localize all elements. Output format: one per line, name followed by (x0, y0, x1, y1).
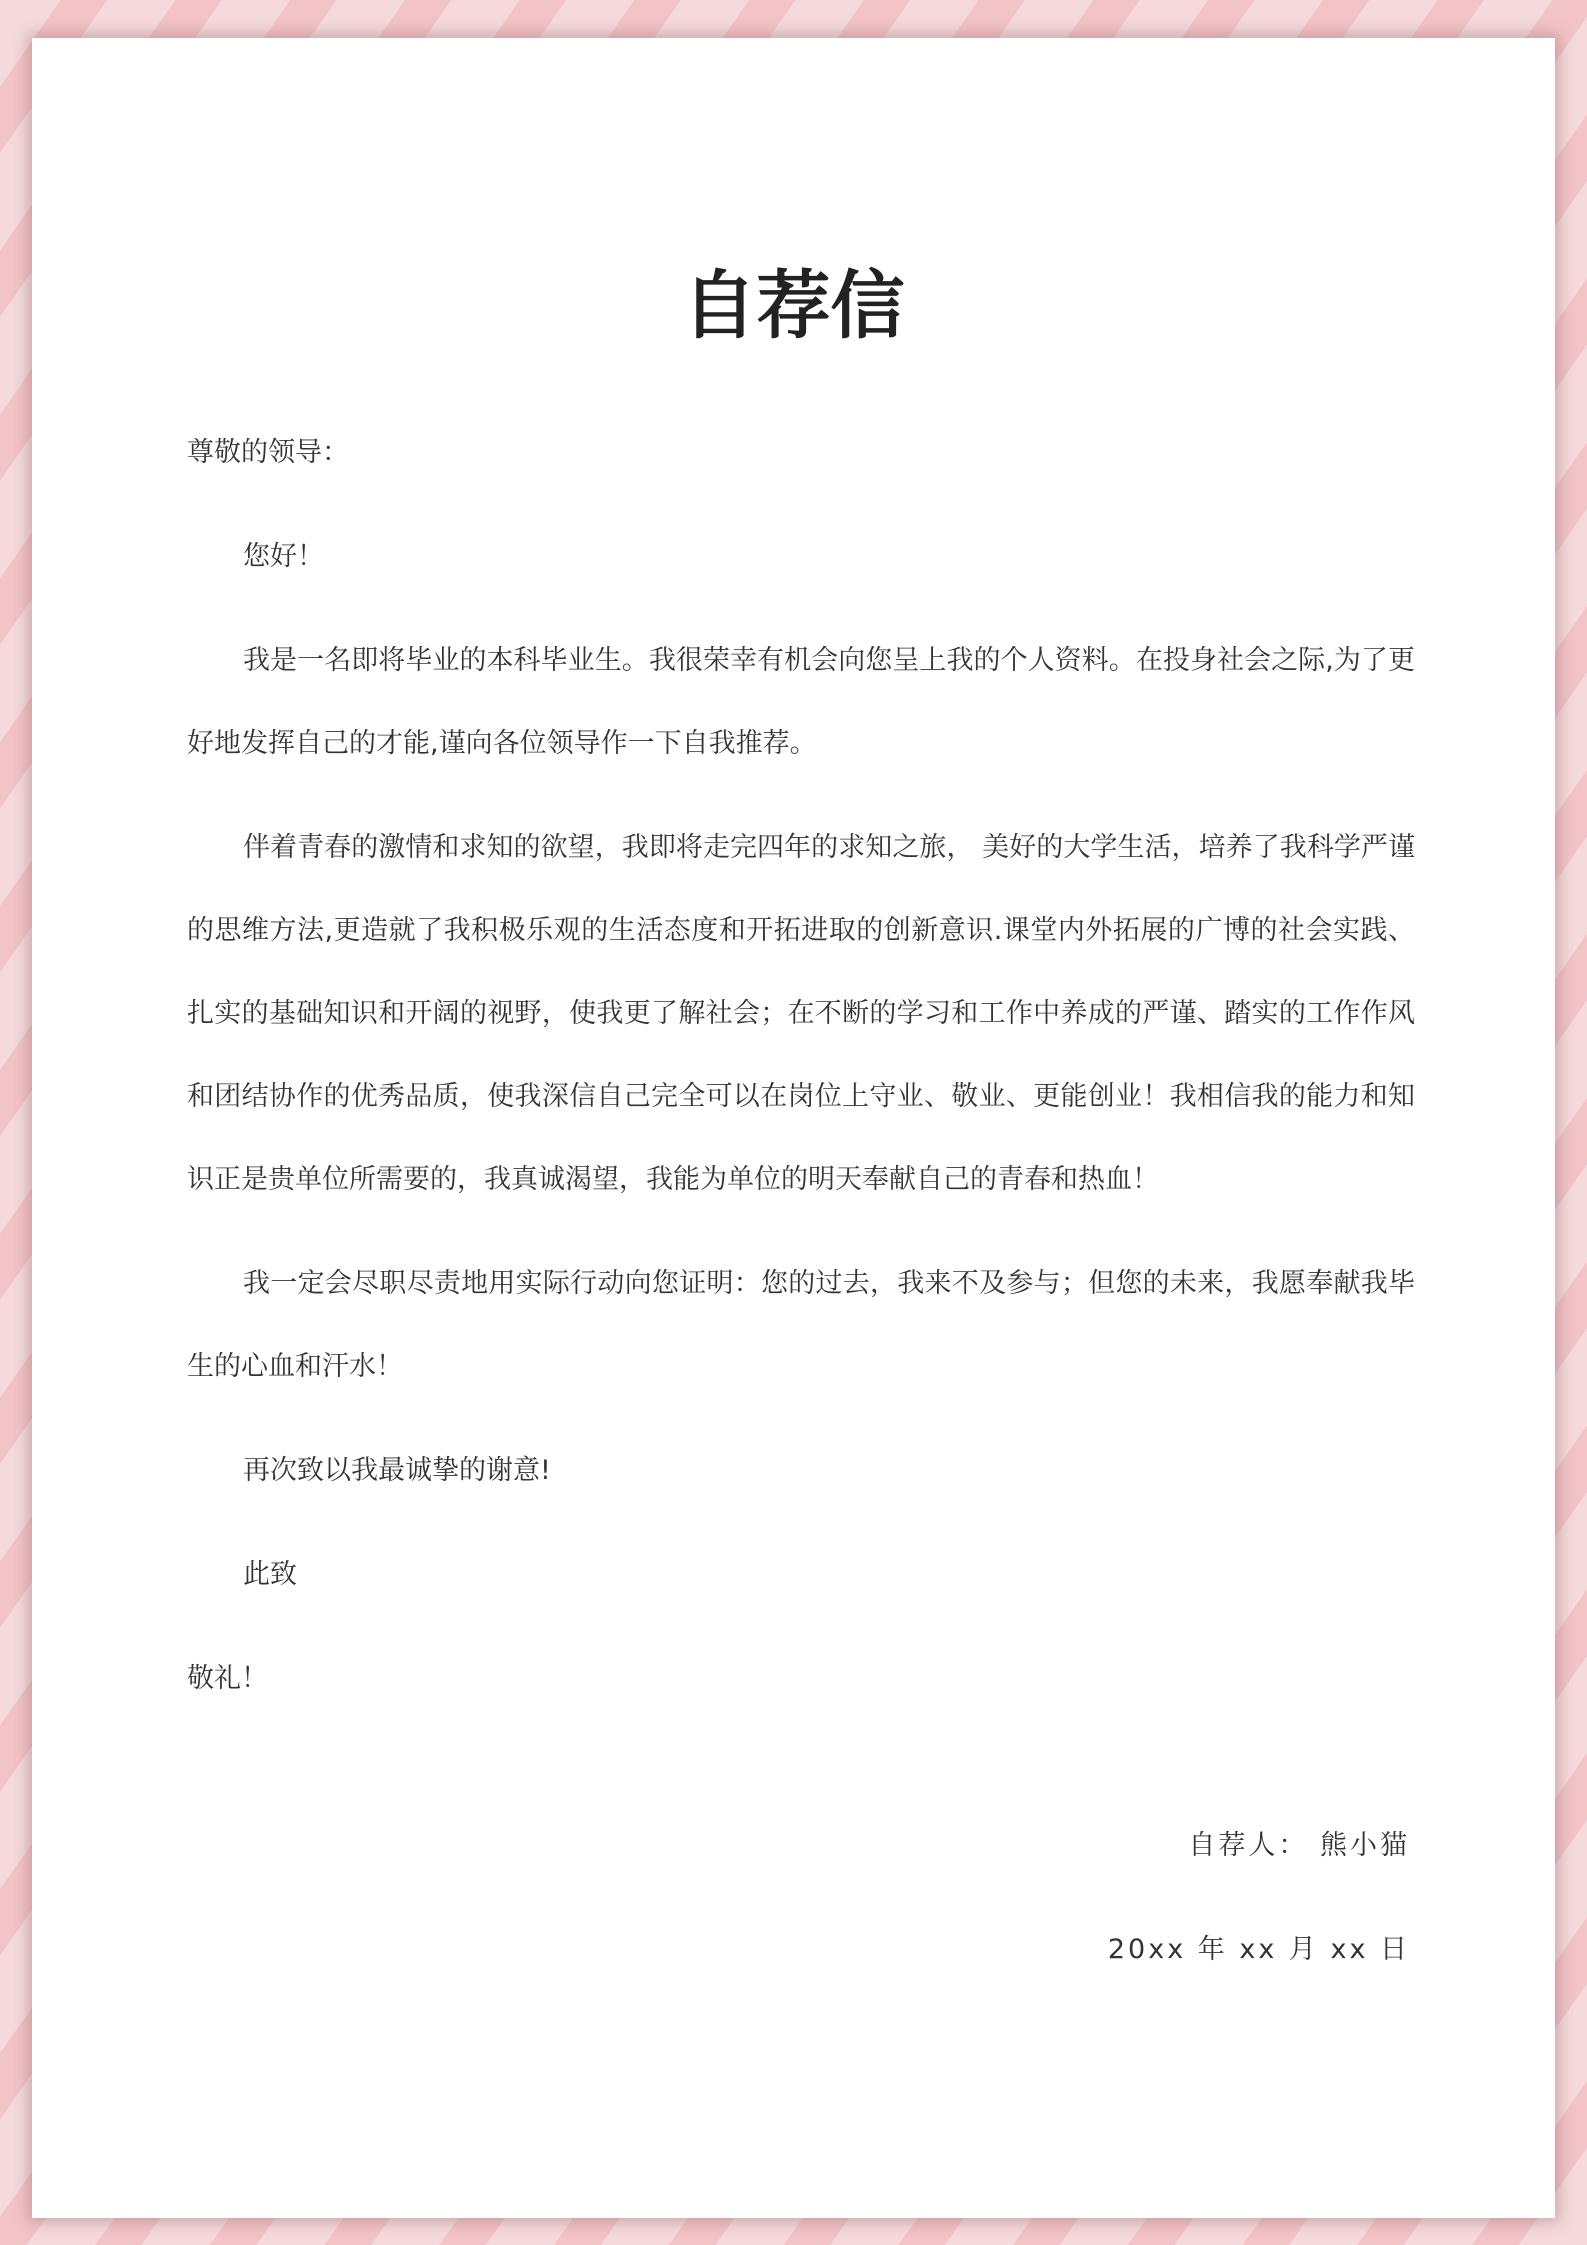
page-title: 自荐信 (682, 263, 905, 349)
closing-jing-li: 敬礼！ (187, 1663, 268, 1694)
paragraph-experience: 伴着青春的激情和求知的欲望，我即将走完四年的求知之旅， 美好的大学生活，培养了我科学严谨的思维方法,更造就了我积极乐观的生活态度和开拓进取的创新意识.课堂内外拓展的广博的社会实践、扎实的基础知识和开阔的视野，使我更了解社会；在不断的学习和工作中养成的严谨、踏实的工作作风和团结协作的优秀品质，使我深信自己完全可以在岗位上守业、敬业、更能创业！我相信我的能力和知识正是贵单位所需要的，我真诚渴望，我能为单位的明天奉献自己的青春和热血！ (187, 832, 1415, 1195)
paragraph-commitment: 我一定会尽职尽责地用实际行动向您证明：您的过去，我来不及参与；但您的未来，我愿奉献我毕生的心血和汗水！ (187, 1268, 1415, 1382)
thanks-line: 再次致以我最诚挚的谢意! (243, 1455, 551, 1486)
signature: 自荐人： 熊小猫 (1188, 1830, 1410, 1861)
letter-page (32, 38, 1555, 2218)
salutation: 尊敬的领导： (187, 437, 349, 468)
signature-date: 20xx 年 xx 月 xx 日 (1107, 1934, 1410, 1965)
greeting: 您好！ (243, 541, 324, 572)
paragraph-intro: 我是一名即将毕业的本科毕业生。我很荣幸有机会向您呈上我的个人资料。在投身社会之际,为了更好地发挥自己的才能,谨向各位领导作一下自我推荐。 (187, 645, 1415, 759)
closing-ci-zhi: 此致 (243, 1559, 297, 1590)
letter-body (187, 411, 1415, 1741)
